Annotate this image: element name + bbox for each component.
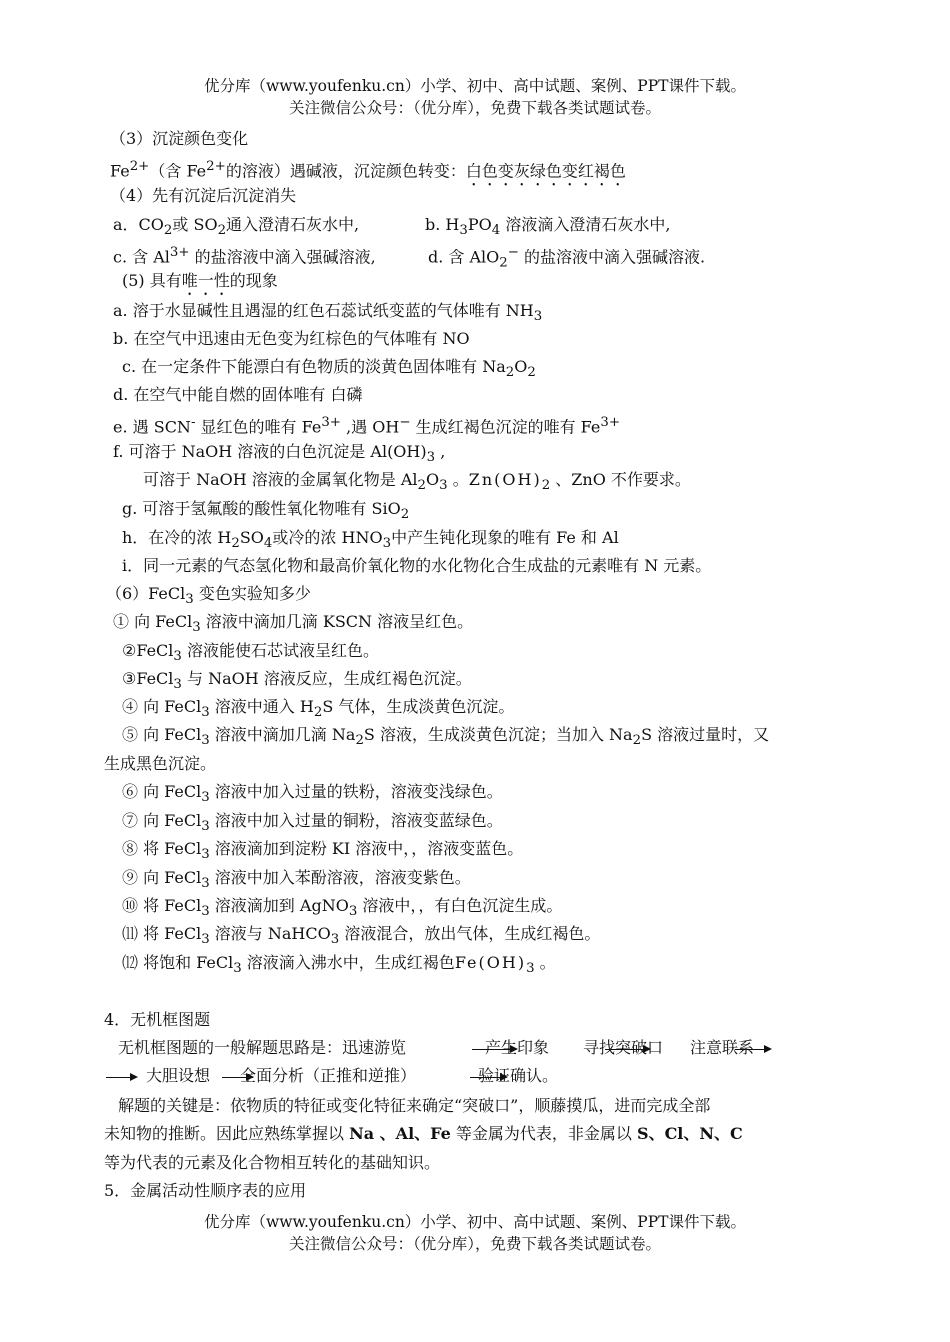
section-3-title: （3）沉淀颜色变化: [110, 129, 249, 148]
fecl3-item-1: ① 向 FeCl$_3$ 溶液中滴加几滴 KSCN 溶液呈红色。: [113, 612, 474, 636]
framework-para-line-3: 等为代表的元素及化合物相互转化的基础知识。: [104, 1153, 441, 1172]
fecl3-item-3: ③FeCl$_3$ 与 NaOH 溶液反应，生成红褐色沉淀。: [122, 669, 472, 693]
section-4-item-d: d. 含 AlO$_2$− 的盐溶液中滴入强碱溶液.: [428, 245, 706, 271]
section-5-item-h: h．在冷的浓 $H_2SO_4$或冷的浓 $HNO_3$中产生钝化现象的唯有 Fe 和 Al: [122, 528, 619, 552]
fecl3-item-2: ②FeCl$_3$ 溶液能使石芯试液呈红色。: [122, 641, 379, 665]
section-5-item-a: a. 溶于水显碱性且遇湿的红色石蕊试纸变蓝的气体唯有 $NH_3$: [113, 301, 543, 325]
fecl3-item-7: ⑦ 向 FeCl$_3$ 溶液中加入过量的铜粉，溶液变蓝绿色。: [122, 811, 503, 835]
fecl3-item-12: ⑿ 将饱和 FeCl$_3$ 溶液滴入沸水中，生成红褐色$Fe(OH)_3$ 。: [122, 953, 556, 977]
fecl3-item-11: ⑾ 将 FeCl$_3$ 溶液与 NaHCO$_3$ 溶液混合，放出气体，生成红褐色。: [122, 924, 601, 948]
framework-para-line-2: 未知物的推断。因此应熟练掌握以 Na 、Al、Fe 等金属为代表，非金属以 S、Cl、N、C: [104, 1124, 743, 1143]
section-4-item-a: a．$CO_2$或 $SO_2$通入澄清石灰水中,: [113, 215, 360, 239]
fecl3-item-4: ④ 向 FeCl$_3$ 溶液中通入 $H_2S$ 气体，生成淡黄色沉淀。: [122, 697, 515, 721]
section-5-item-d: d. 在空气中能自燃的固体唯有 白磷: [113, 385, 363, 404]
framework-flow-1c: 寻找突破口: [583, 1038, 664, 1057]
fecl3-item-6: ⑥ 向 FeCl$_3$ 溶液中加入过量的铁粉，溶液变浅绿色。: [122, 782, 503, 806]
section-4-item-c: c. 含 $Al^{3+}$ 的盐溶液中滴入强碱溶液,: [113, 245, 376, 267]
fecl3-item-10: ⑩ 将 FeCl$_3$ 溶液滴加到 AgNO$_3$ 溶液中，，有白色沉淀生成。: [122, 896, 563, 920]
fecl3-item-5-cont: 生成黑色沉淀。: [104, 754, 217, 773]
footer-line-2: 关注微信公众号：（优分库），免费下载各类试题试卷。: [288, 1235, 661, 1253]
section-metal-activity-title: 5．金属活动性顺序表的应用: [104, 1181, 307, 1200]
section-6-title: （6）FeCl$_3$ 变色实验知多少: [106, 584, 311, 608]
section-framework-title: 4．无机框图题: [104, 1010, 211, 1029]
header-line-1: 优分库（www.youfenku.cn）小学、初中、高中试题、案例、PPT课件下载。: [203, 77, 747, 95]
footer-line-1: 优分库（www.youfenku.cn）小学、初中、高中试题、案例、PPT课件下载。: [203, 1213, 747, 1231]
section-5-item-g: g. 可溶于氢氟酸的酸性氧化物唯有 SiO$_2$: [122, 499, 410, 523]
flow-arrow-4-icon: [130, 1073, 138, 1081]
section-4-item-b: b. $H_3PO_4$ 溶液滴入澄清石灰水中,: [425, 215, 671, 239]
fecl3-item-9: ⑨ 向 FeCl$_3$ 溶液中加入苯酚溶液，溶液变紫色。: [122, 868, 471, 892]
fecl3-item-5: ⑤ 向 FeCl$_3$ 溶液中滴加几滴 $Na_2S$ 溶液，生成淡黄色沉淀；当加入 $Na_2S$ 溶液过量时，又: [122, 725, 770, 749]
section-5-item-c: c. 在一定条件下能漂白有色物质的淡黄色固体唯有 $Na_2O_2$: [122, 357, 536, 381]
framework-flow-line-1a: 无机框图题的一般解题思路是：迅速游览: [118, 1038, 407, 1057]
framework-flow-2c: 验证确认。: [478, 1066, 559, 1085]
fecl3-item-8: ⑧ 将 FeCl$_3$ 溶液滴加到淀粉 KI 溶液中，，溶液变蓝色。: [122, 839, 524, 863]
header-line-2: 关注微信公众号：（优分库），免费下载各类试题试卷。: [288, 99, 661, 117]
section-5-item-f: f. 可溶于 NaOH 溶液的白色沉淀是 $Al(OH)_3$ ,: [113, 442, 446, 466]
section-5-item-f-cont: 可溶于 NaOH 溶液的金属氧化物是 $Al_2O_3$ 。$Zn(OH)_2$ 、ZnO 不作要求。: [143, 470, 691, 494]
section-5-item-b: b. 在空气中迅速由无色变为红棕色的气体唯有 NO: [113, 329, 470, 348]
section-4-title: （4）先有沉淀后沉淀消失: [110, 186, 297, 205]
color-change-emphasis: 白色变灰绿色变红褐色: [465, 161, 626, 181]
framework-flow-1d: 注意联系: [690, 1038, 755, 1057]
section-5-item-e: e. 遇 SCN- 显红色的唯有 $Fe^{3+}$ ,遇 OH− 生成红褐色沉淀的唯有 $Fe^{3+}$: [113, 415, 621, 437]
flow-arrow-3-icon: [764, 1045, 772, 1053]
framework-flow-2b: 全面分析（正推和逆推）: [240, 1066, 417, 1085]
section-5-item-i: i．同一元素的气态氢化物和最高价氧化物的水化物化合生成盐的元素唯有 N 元素。: [122, 556, 712, 575]
section-5-title: (5) 具有唯一性的现象: [122, 271, 278, 290]
framework-para-line-1: 解题的关键是：依物质的特征或变化特征来确定“突破口”，顺藤摸瓜，进而完成全部: [118, 1096, 711, 1115]
framework-flow-1b: 产生印象: [485, 1038, 550, 1057]
framework-flow-2a: 大胆设想: [146, 1066, 211, 1085]
section-3-body: $Fe^{2+}$（含 $Fe^{2+}$的溶液）遇碱液，沉淀颜色转变：白色变灰绿色变红褐色: [110, 159, 626, 181]
flow-arrow-4-line: [106, 1077, 132, 1078]
